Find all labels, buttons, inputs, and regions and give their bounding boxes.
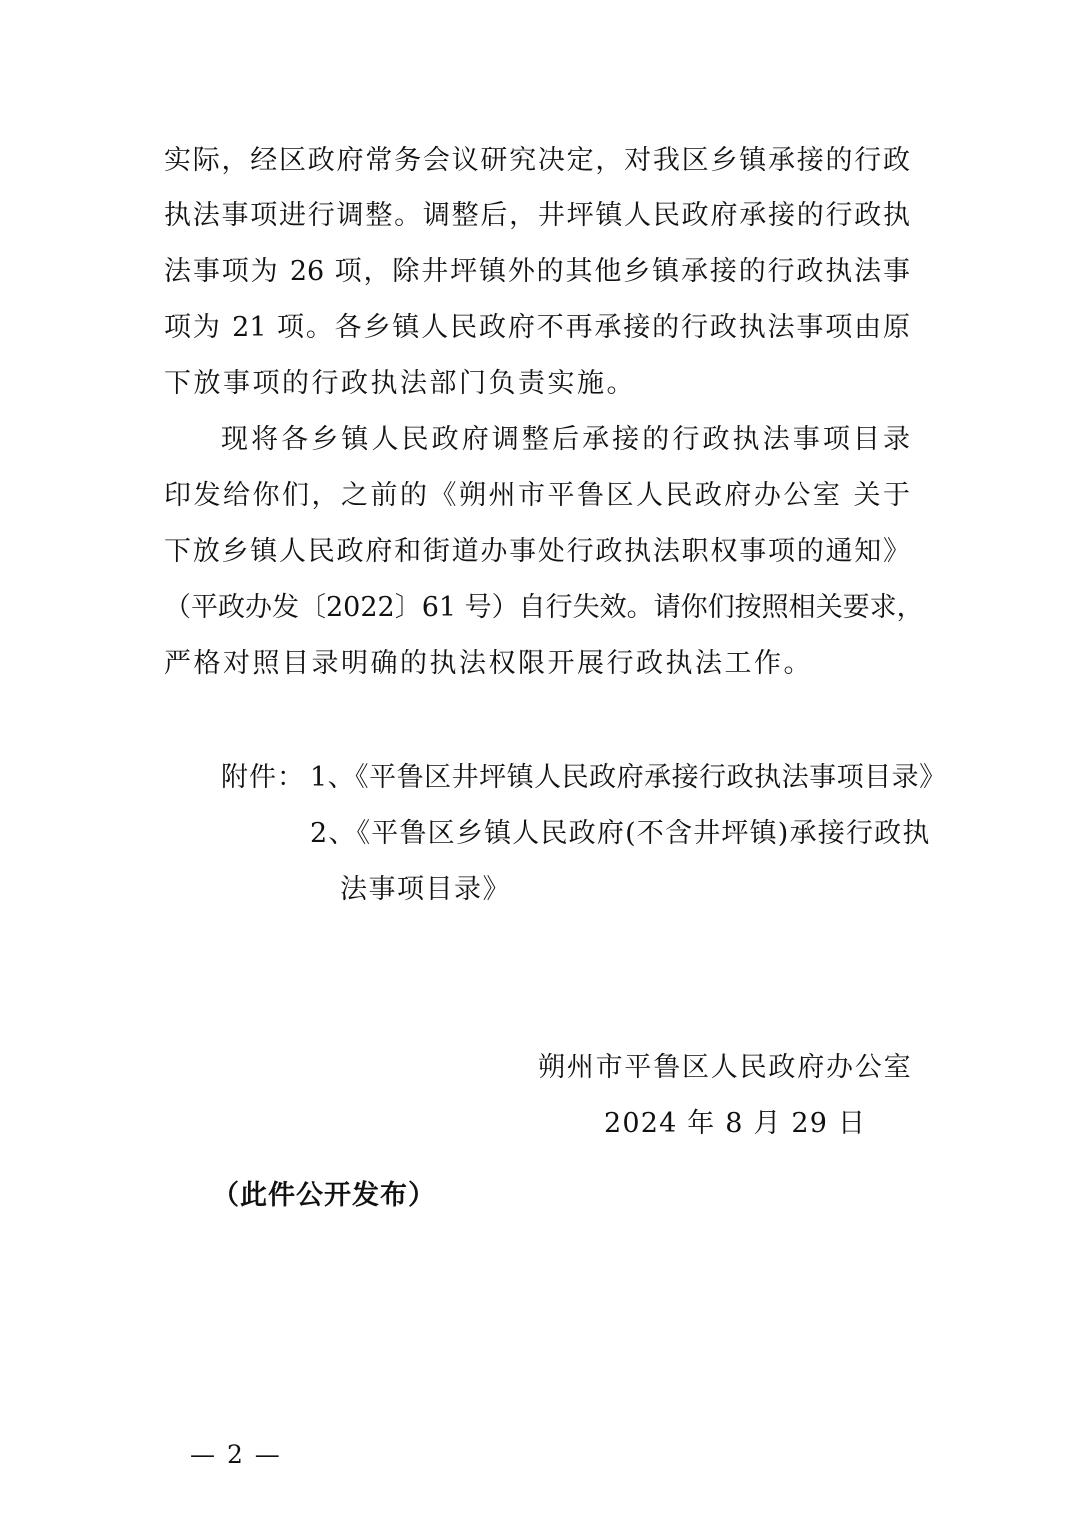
body-line: 法事项为 26 项，除井坪镇外的其他乡镇承接的行政执法事 (164, 256, 910, 287)
body-line: （平政办发〔2022〕61 号）自行失效。请你们按照相关要求， (164, 592, 924, 623)
body-line: 印发给你们，之前的《朔州市平鲁区人民政府办公室 关于 (164, 480, 910, 511)
attachment-item-2-cont: 法事项目录》 (340, 874, 511, 905)
body-line: 下放乡镇人民政府和街道办事处行政执法职权事项的通知》 (164, 536, 910, 567)
body-line: 下放事项的行政执法部门负责实施。 (164, 368, 636, 399)
body-line: 项为 21 项。各乡镇人民政府不再承接的行政执法事项由原 (164, 312, 910, 343)
body-line: 现将各乡镇人民政府调整后承接的行政执法事项目录 (221, 424, 910, 455)
signature-date: 2024 年 8 月 29 日 (604, 1108, 867, 1139)
attachment-item-1: 1、《平鲁区井坪镇人民政府承接行政执法事项目录》 (310, 762, 947, 793)
attachments-label: 附件： (221, 762, 305, 793)
body-line: 执法事项进行调整。调整后，井坪镇人民政府承接的行政执 (164, 200, 910, 231)
signature-org: 朔州市平鲁区人民政府办公室 (538, 1052, 913, 1083)
page-number: — 2 — (190, 1440, 282, 1469)
public-notice: （此件公开发布） (212, 1180, 436, 1211)
body-line: 实际，经区政府常务会议研究决定，对我区乡镇承接的行政 (164, 145, 910, 176)
body-line: 严格对照目录明确的执法权限开展行政执法工作。 (164, 648, 813, 679)
attachment-item-2: 2、《平鲁区乡镇人民政府(不含井坪镇)承接行政执 (310, 818, 931, 849)
